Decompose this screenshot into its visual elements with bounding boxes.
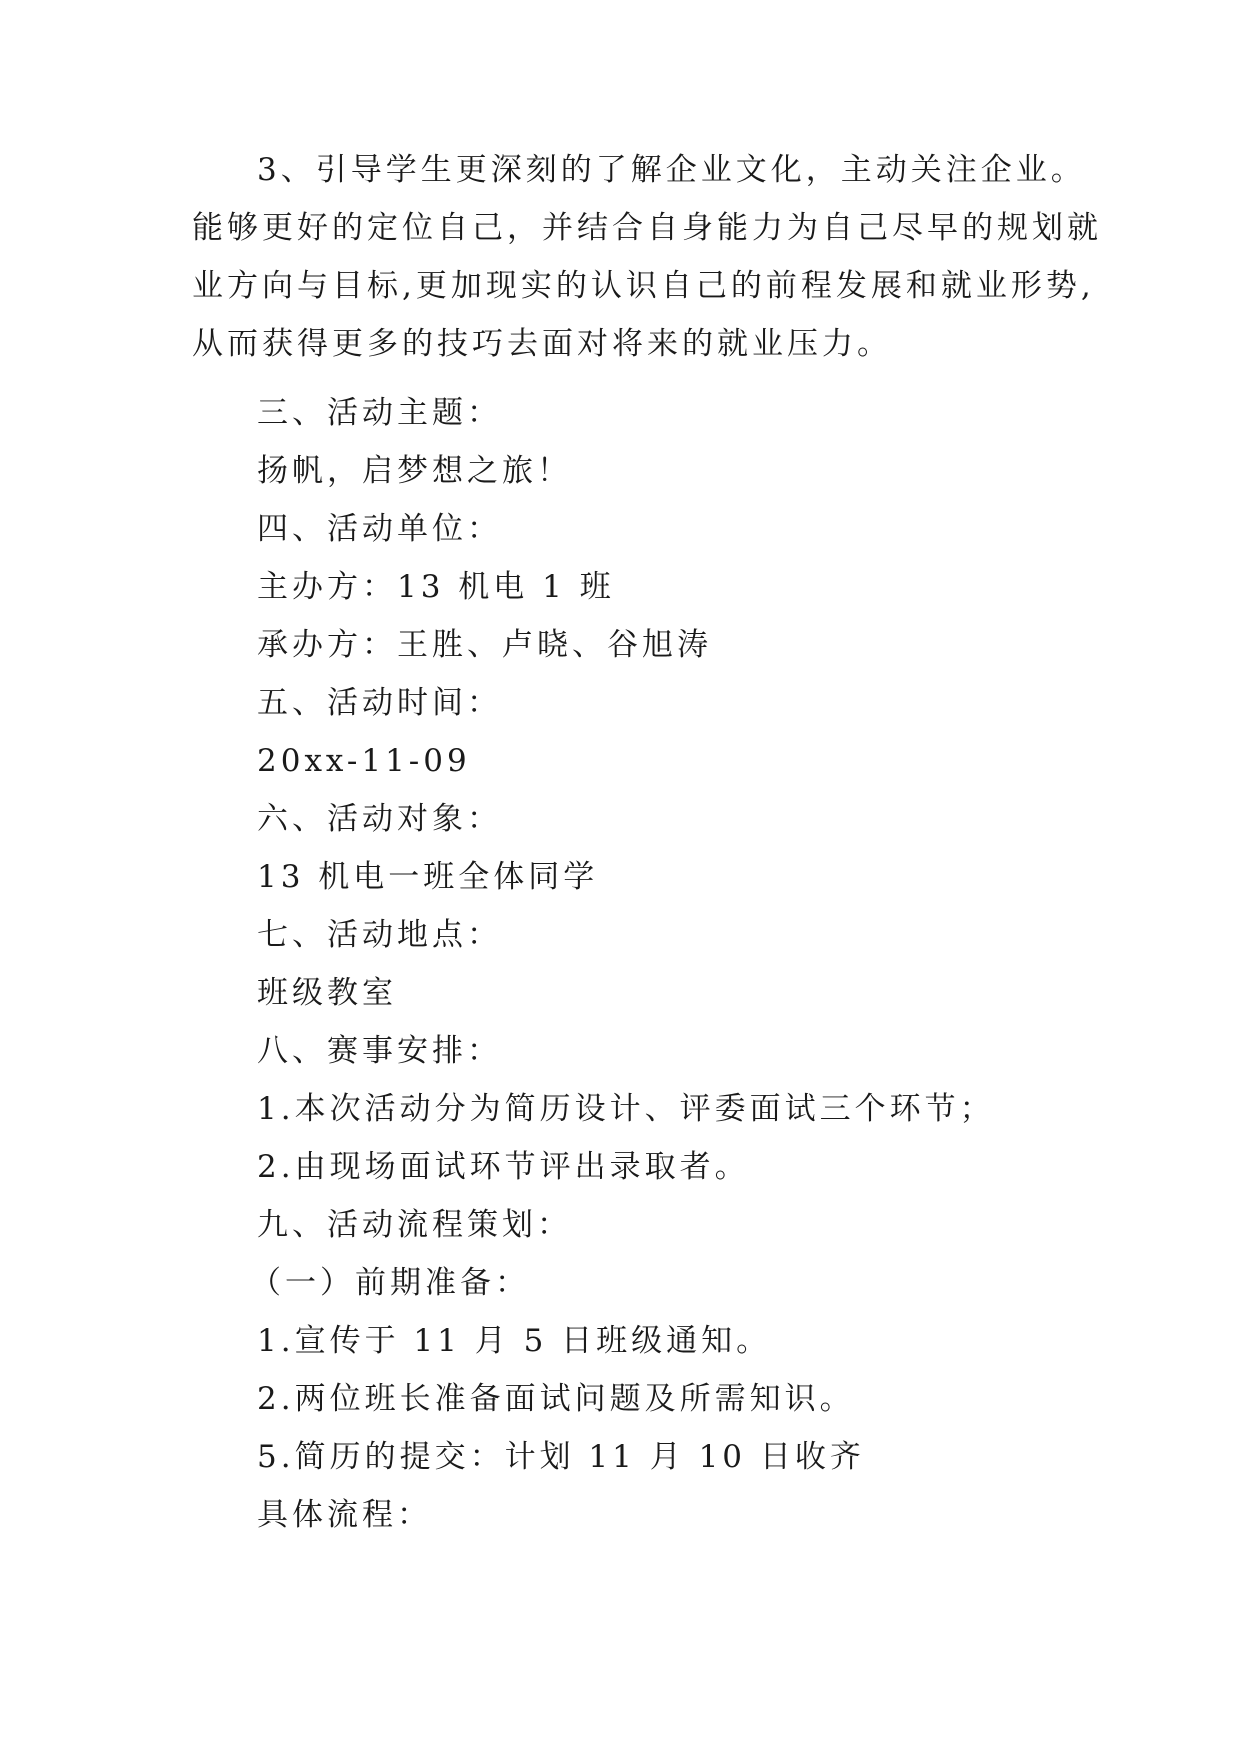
intro-line-3: 业方向与目标,更加现实的认识自己的前程发展和就业形势,: [192, 268, 1095, 304]
co-organizer: 承办方：王胜、卢晓、谷旭涛: [257, 627, 712, 663]
location-value: 班级教室: [257, 975, 397, 1011]
target-value: 13 机电一班全体同学: [257, 859, 599, 895]
prep-item: 2.两位班长准备面试问题及所需知识。: [257, 1381, 855, 1417]
organizer: 主办方：13 机电 1 班: [257, 569, 615, 605]
location-heading: 七、活动地点：: [257, 917, 502, 953]
prep-heading: （一）前期准备：: [250, 1265, 530, 1301]
intro-line-1: 3、引导学生更深刻的了解企业文化，主动关注企业。: [257, 152, 1086, 188]
process-heading: 九、活动流程策划：: [257, 1207, 572, 1243]
detail-heading: 具体流程：: [257, 1497, 432, 1533]
time-value: 20xx-11-09: [257, 743, 471, 779]
target-heading: 六、活动对象：: [257, 801, 502, 837]
unit-heading: 四、活动单位：: [257, 511, 502, 547]
intro-line-4: 从而获得更多的技巧去面对将来的就业压力。: [192, 326, 892, 362]
time-heading: 五、活动时间：: [257, 685, 502, 721]
schedule-item: 1.本次活动分为简历设计、评委面试三个环节；: [257, 1091, 995, 1127]
schedule-heading: 八、赛事安排：: [257, 1033, 502, 1069]
prep-item: 1.宣传于 11 月 5 日班级通知。: [257, 1323, 772, 1359]
theme-heading: 三、活动主题：: [257, 395, 502, 431]
intro-line-2: 能够更好的定位自己，并结合自身能力为自己尽早的规划就: [192, 210, 1102, 246]
prep-item: 5.简历的提交：计划 11 月 10 日收齐: [257, 1439, 865, 1475]
theme-value: 扬帆，启梦想之旅！: [257, 453, 572, 489]
schedule-item: 2.由现场面试环节评出录取者。: [257, 1149, 750, 1185]
